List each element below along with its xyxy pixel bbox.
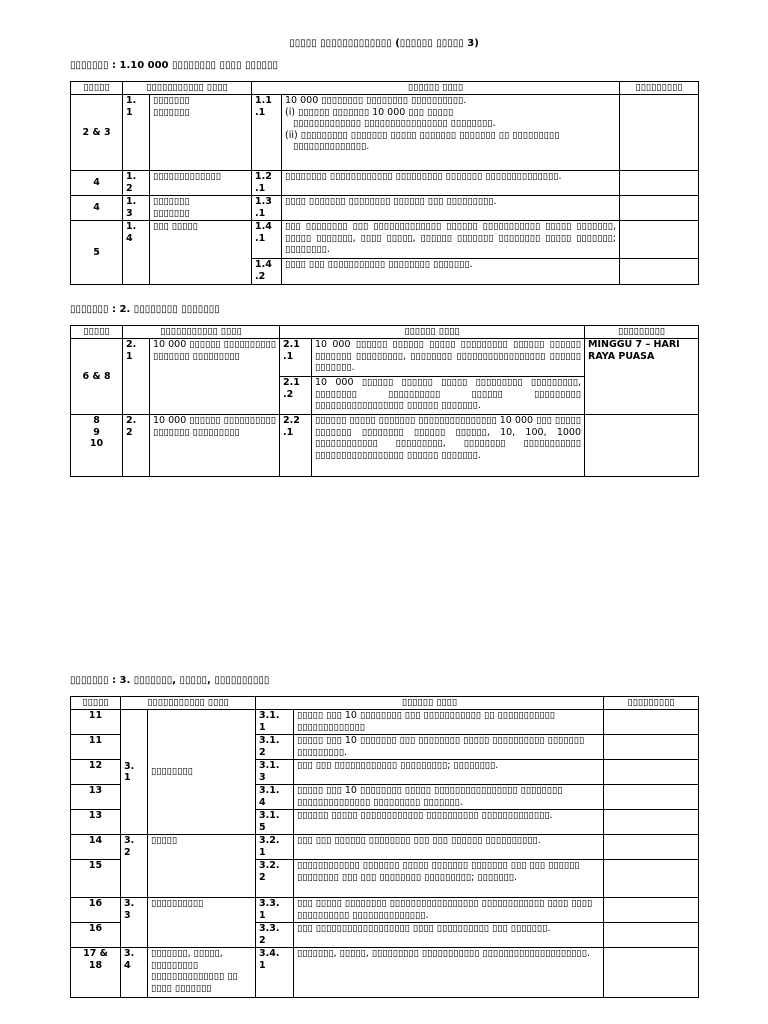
learning-text: ▯▯▯ ▯▯▯ ▯▯▯▯▯▯▯▯▯▯▯▯ ▯▯▯▯▯▯▯▯▯; ▯▯▯▯▯▯▯▯. bbox=[294, 760, 604, 785]
learning-code: 3.1. 4 bbox=[256, 785, 294, 810]
standard-title: ▯▯▯▯▯▯▯▯▯▯ bbox=[148, 898, 256, 948]
learning-code: 2.1 .1 bbox=[280, 339, 312, 377]
table-row bbox=[71, 221, 699, 259]
learning-text: ▯▯▯ ▯▯▯▯▯▯▯▯ ▯▯▯ ▯▯▯▯▯▯▯▯▯▯▯▯▯ ▯▯▯▯▯▯ ▯▯▯▯▯▯▯▯▯▯▯ ▯▯▯▯▯ ▯▯▯▯▯▯▯, ▯▯▯▯▯ ▯▯▯▯▯▯▯, ▯▯▯▯ ▯▯▯▯▯, ▯▯▯▯▯▯ ▯▯▯▯▯▯▯ ▯▯▯▯▯▯▯▯ ▯▯▯▯▯ ▯▯▯▯▯▯▯; ▯▯▯▯▯▯▯▯. bbox=[282, 221, 620, 259]
standard-code: 2. 2 bbox=[123, 415, 150, 477]
notes-cell bbox=[604, 835, 699, 860]
learning-code: 1.1 .1 bbox=[252, 95, 282, 171]
standard-code: 1. 1 bbox=[123, 95, 150, 171]
learning-text: ▯▯▯ ▯▯▯▯▯▯▯▯▯▯▯▯▯▯▯▯▯▯ ▯▯▯▯ ▯▯▯▯▯▯▯▯▯▯ ▯▯▯ ▯▯▯▯▯▯▯. bbox=[294, 923, 604, 948]
table-row bbox=[71, 415, 699, 477]
notes-cell bbox=[620, 259, 699, 285]
learning-code: 3.1. 5 bbox=[256, 810, 294, 835]
standard-title: ▯▯▯▯▯▯▯ ▯▯▯▯▯▯▯ bbox=[150, 196, 252, 221]
learning-text: ▯▯▯▯▯ ▯▯▯ 10 ▯▯▯▯▯▯▯▯ ▯▯▯▯▯ ▯▯▯▯▯▯▯▯▯▯▯▯▯▯▯▯ ▯▯▯▯▯▯▯▯ ▯▯▯▯▯▯▯▯▯▯▯▯▯▯ ▯▯▯▯▯▯▯▯▯ ▯▯▯▯▯▯▯. bbox=[294, 785, 604, 810]
table-header-row bbox=[71, 82, 699, 95]
table-header-row bbox=[71, 326, 699, 339]
week-cell: 13 bbox=[71, 785, 121, 810]
learning-code: 3.4. 1 bbox=[256, 948, 294, 998]
table-unit-2 bbox=[70, 325, 699, 477]
table-row bbox=[71, 339, 699, 377]
standard-title: ▯▯▯▯▯ bbox=[148, 835, 256, 898]
standard-code: 1. 4 bbox=[123, 221, 150, 285]
header-week: ▯▯▯▯▯ bbox=[71, 82, 123, 95]
standard-title: ▯▯▯▯▯▯▯ ▯▯▯▯▯▯▯ bbox=[150, 95, 252, 171]
learning-code: 3.2. 1 bbox=[256, 835, 294, 860]
learning-text: 10 000 ▯▯▯▯▯▯ ▯▯▯▯▯▯ ▯▯▯▯▯ ▯▯▯▯▯▯▯▯▯ ▯▯▯▯▯▯ ▯▯▯▯▯▯ ▯▯▯▯▯▯▯ ▯▯▯▯▯▯▯▯▯, ▯▯▯▯▯▯▯▯ ▯▯▯▯▯▯▯▯▯▯▯▯▯▯▯▯▯ ▯▯▯▯▯▯ ▯▯▯▯▯▯▯. bbox=[312, 339, 585, 377]
learning-code: 1.2 .1 bbox=[252, 171, 282, 196]
standard-code: 1. 3 bbox=[123, 196, 150, 221]
standard-code: 1. 2 bbox=[123, 171, 150, 196]
notes-cell bbox=[620, 95, 699, 171]
header-notes: ▯▯▯▯▯▯▯▯▯ bbox=[620, 82, 699, 95]
notes-cell bbox=[604, 760, 699, 785]
week-cell: 15 bbox=[71, 860, 121, 898]
notes-cell bbox=[604, 923, 699, 948]
header-week: ▯▯▯▯▯ bbox=[71, 326, 123, 339]
week-cell: 12 bbox=[71, 760, 121, 785]
table-unit-3 bbox=[70, 696, 699, 998]
learning-text: ▯▯▯ ▯▯▯▯▯ ▯▯▯▯▯▯▯▯ ▯▯▯▯▯▯▯▯▯▯▯▯▯▯▯▯▯ ▯▯▯▯▯▯▯▯▯▯▯▯ ▯▯▯▯ ▯▯▯▯ ▯▯▯▯▯▯▯▯▯▯ ▯▯▯▯▯▯▯▯▯▯▯▯▯▯. bbox=[294, 898, 604, 923]
learning-line: ▯▯▯▯▯▯▯▯▯▯▯▯▯ ▯▯▯▯▯▯▯▯▯▯▯▯▯▯▯▯ ▯▯▯▯▯▯▯▯. bbox=[293, 118, 496, 129]
learning-text: ▯▯▯▯ ▯▯▯▯▯▯▯ ▯▯▯▯▯▯▯▯ ▯▯▯▯▯▯ ▯▯▯ ▯▯▯▯▯▯▯▯▯. bbox=[282, 196, 620, 221]
learning-text: ▯▯▯▯▯▯▯, ▯▯▯▯▯, ▯▯▯▯▯▯▯▯▯ ▯▯▯▯▯▯▯▯▯▯▯ ▯▯▯▯▯▯▯▯▯▯▯▯▯▯▯▯▯▯▯▯. bbox=[294, 948, 604, 998]
header-learning-standard: ▯▯▯▯▯▯ ▯▯▯▯ bbox=[252, 82, 620, 95]
notes-cell bbox=[604, 710, 699, 735]
week-cell: 2 & 3 bbox=[71, 95, 123, 171]
table-row bbox=[71, 95, 699, 171]
notes-cell bbox=[620, 196, 699, 221]
header-learning-standard: ▯▯▯▯▯▯ ▯▯▯▯ bbox=[280, 326, 585, 339]
table-row bbox=[71, 835, 699, 860]
notes-cell bbox=[604, 948, 699, 998]
learning-line: ▯▯▯▯▯▯▯▯▯▯▯▯▯▯. bbox=[293, 141, 370, 152]
week-cell: 11 bbox=[71, 735, 121, 760]
notes-cell bbox=[620, 221, 699, 259]
learning-text: ▯▯▯▯ ▯▯▯ ▯▯▯▯▯▯▯▯▯▯▯ ▯▯▯▯▯▯▯▯ ▯▯▯▯▯▯▯. bbox=[282, 259, 620, 285]
learning-code: 3.1. 2 bbox=[256, 735, 294, 760]
learning-text: ▯▯▯▯▯ ▯▯▯ 10 ▯▯▯▯▯▯▯▯ ▯▯▯ ▯▯▯▯▯▯▯▯▯▯▯ ▯▯ ▯▯▯▯▯▯▯▯▯▯▯ ▯▯▯▯▯▯▯▯▯▯▯▯▯ bbox=[294, 710, 604, 735]
week-cell: 14 bbox=[71, 835, 121, 860]
standard-title: ▯▯▯▯▯▯▯▯ bbox=[148, 710, 256, 835]
header-content-standard: ▯▯▯▯▯▯▯▯▯▯▯ ▯▯▯▯ bbox=[123, 326, 280, 339]
standard-code: 3. 2 bbox=[121, 835, 148, 898]
table-row bbox=[71, 196, 699, 221]
standard-code: 3. 3 bbox=[121, 898, 148, 948]
week-cell: 5 bbox=[71, 221, 123, 285]
notes-cell bbox=[604, 860, 699, 898]
learning-text: ▯▯▯▯▯▯▯▯ ▯▯▯▯▯▯▯▯▯▯▯▯ ▯▯▯▯▯▯▯▯▯ ▯▯▯▯▯▯▯ ▯▯▯▯▯▯▯▯▯▯▯▯▯▯. bbox=[282, 171, 620, 196]
standard-code: 2. 1 bbox=[123, 339, 150, 415]
notes-cell bbox=[585, 415, 699, 477]
standard-title: 10 000 ▯▯▯▯▯▯ ▯▯▯▯▯▯▯▯▯▯ ▯▯▯▯▯▯▯ ▯▯▯▯▯▯▯▯▯ bbox=[150, 339, 280, 415]
standard-code: 3. 4 bbox=[121, 948, 148, 998]
learning-code: 3.1. 3 bbox=[256, 760, 294, 785]
header-content-standard: ▯▯▯▯▯▯▯▯▯▯▯ ▯▯▯▯ bbox=[121, 697, 256, 710]
learning-line: (i) ▯▯▯▯▯▯ ▯▯▯▯▯▯▯ 10 000 ▯▯▯ ▯▯▯▯▯ bbox=[285, 106, 454, 118]
week-cell: 16 bbox=[71, 923, 121, 948]
table-row bbox=[71, 171, 699, 196]
unit-heading-1: ▯▯▯▯▯▯▯ : 1.10 000 ▯▯▯▯▯▯▯▯ ▯▯▯▯ ▯▯▯▯▯▯ bbox=[70, 60, 279, 71]
learning-code: 3.2. 2 bbox=[256, 860, 294, 898]
notes-cell bbox=[604, 785, 699, 810]
learning-code: 2.1 .2 bbox=[280, 377, 312, 415]
week-cell: 13 bbox=[71, 810, 121, 835]
learning-code: 1.4 .2 bbox=[252, 259, 282, 285]
learning-code: 1.3 .1 bbox=[252, 196, 282, 221]
unit-heading-3: ▯▯▯▯▯▯▯ : 3. ▯▯▯▯▯▯▯, ▯▯▯▯▯, ▯▯▯▯▯▯▯▯▯▯ bbox=[70, 675, 270, 686]
week-cell: 16 bbox=[71, 898, 121, 923]
week-cell: 4 bbox=[71, 196, 123, 221]
week-cell: 8 9 10 bbox=[71, 415, 123, 477]
learning-code: 3.3. 1 bbox=[256, 898, 294, 923]
standard-title: ▯▯▯▯▯▯▯▯▯▯▯▯▯ bbox=[150, 171, 252, 196]
learning-text: ▯▯▯▯▯▯ ▯▯▯▯▯ ▯▯▯▯▯▯▯▯▯▯▯▯ ▯▯▯▯▯▯▯▯▯▯ ▯▯▯▯▯▯▯▯▯▯▯▯▯. bbox=[294, 810, 604, 835]
learning-line: (ii) ▯▯▯▯▯▯▯▯▯ ▯▯▯▯▯▯▯ ▯▯▯▯▯ ▯▯▯▯▯▯▯ ▯▯▯▯▯▯▯ ▯▯ ▯▯▯▯▯▯▯▯▯ bbox=[285, 129, 560, 141]
table-unit-1 bbox=[70, 81, 699, 285]
learning-text: ▯▯▯▯▯ ▯▯▯ 10 ▯▯▯▯▯▯▯ ▯▯▯ ▯▯▯▯▯▯▯▯ ▯▯▯▯▯ ▯▯▯▯▯▯▯▯▯▯ ▯▯▯▯▯▯▯ ▯▯▯▯▯▯▯▯▯. bbox=[294, 735, 604, 760]
header-learning-standard: ▯▯▯▯▯▯ ▯▯▯▯ bbox=[256, 697, 604, 710]
week-cell: 17 & 18 bbox=[71, 948, 121, 998]
table-row bbox=[71, 948, 699, 998]
learning-code: 2.2 .1 bbox=[280, 415, 312, 477]
notes-cell bbox=[604, 898, 699, 923]
page-title: ▯▯▯▯▯ ▯▯▯▯▯▯▯▯▯▯▯▯▯ (▯▯▯▯▯▯ ▯▯▯▯▯ 3) bbox=[289, 38, 479, 49]
learning-line: 10 000 ▯▯▯▯▯▯▯▯ ▯▯▯▯▯▯▯▯ ▯▯▯▯▯▯▯▯▯▯. bbox=[285, 95, 467, 106]
learning-code: 3.1. 1 bbox=[256, 710, 294, 735]
notes-cell bbox=[620, 171, 699, 196]
week-cell: 11 bbox=[71, 710, 121, 735]
header-week: ▯▯▯▯▯ bbox=[71, 697, 121, 710]
learning-text: ▯▯▯▯▯▯▯▯▯▯▯▯ ▯▯▯▯▯▯▯ ▯▯▯▯▯ ▯▯▯▯▯▯▯ ▯▯▯▯▯▯▯ ▯▯▯ ▯▯▯ ▯▯▯▯▯▯ ▯▯▯▯▯▯▯▯ ▯▯▯ ▯▯▯ ▯▯▯▯▯▯▯▯ ▯▯▯▯▯▯▯▯▯; ▯▯▯▯▯▯▯. bbox=[294, 860, 604, 898]
learning-code: 3.3. 2 bbox=[256, 923, 294, 948]
table-header-row bbox=[71, 697, 699, 710]
learning-code: 1.4 .1 bbox=[252, 221, 282, 259]
learning-text: 10 000 ▯▯▯▯▯▯ ▯▯▯▯▯▯ ▯▯▯▯▯ ▯▯▯▯▯▯▯▯▯ ▯▯▯▯▯▯▯▯▯, ▯▯▯▯▯▯▯▯ ▯▯▯▯▯▯▯▯▯▯ ▯▯▯▯▯▯ ▯▯▯▯▯▯▯▯▯ ▯▯▯▯▯▯▯▯▯▯▯▯▯▯▯▯▯ ▯▯▯▯▯▯ ▯▯▯▯▯▯▯. bbox=[312, 377, 585, 415]
table-row bbox=[71, 710, 699, 735]
standard-code: 3. 1 bbox=[121, 710, 148, 835]
standard-title: ▯▯▯ ▯▯▯▯▯ bbox=[150, 221, 252, 285]
table-row bbox=[71, 898, 699, 923]
learning-text bbox=[282, 95, 620, 171]
notes-cell: MINGGU 7 – HARI RAYA PUASA bbox=[585, 339, 699, 415]
learning-text: ▯▯▯▯▯▯ ▯▯▯▯▯ ▯▯▯▯▯▯▯ ▯▯▯▯▯▯▯▯▯▯▯▯▯▯▯ 10 000 ▯▯▯ ▯▯▯▯▯ ▯▯▯▯▯▯▯ ▯▯▯▯▯▯▯▯ ▯▯▯▯▯▯ ▯▯▯▯▯▯, 10, 100, 1000 ▯▯▯▯▯▯▯▯▯▯▯▯ ▯▯▯▯▯▯▯▯▯, ▯▯▯▯▯▯▯▯ ▯▯▯▯▯▯▯▯▯▯▯ ▯▯▯▯▯▯▯▯▯▯▯▯▯▯▯▯▯ ▯▯▯▯▯▯ ▯▯▯▯▯▯▯. bbox=[312, 415, 585, 477]
learning-text: ▯▯▯ ▯▯▯ ▯▯▯▯▯▯ ▯▯▯▯▯▯▯▯ ▯▯▯ ▯▯▯ ▯▯▯▯▯▯ ▯▯▯▯▯▯▯▯▯▯. bbox=[294, 835, 604, 860]
standard-title: 10 000 ▯▯▯▯▯▯ ▯▯▯▯▯▯▯▯▯▯ ▯▯▯▯▯▯▯ ▯▯▯▯▯▯▯▯▯ bbox=[150, 415, 280, 477]
week-cell: 6 & 8 bbox=[71, 339, 123, 415]
header-notes: ▯▯▯▯▯▯▯▯▯ bbox=[604, 697, 699, 710]
header-notes: ▯▯▯▯▯▯▯▯▯ bbox=[585, 326, 699, 339]
notes-cell bbox=[604, 735, 699, 760]
notes-cell bbox=[604, 810, 699, 835]
week-cell: 4 bbox=[71, 171, 123, 196]
standard-title: ▯▯▯▯▯▯▯, ▯▯▯▯▯, ▯▯▯▯▯▯▯▯▯ ▯▯▯▯▯▯▯▯▯▯▯▯▯▯ ▯▯ ▯▯▯▯ ▯▯▯▯▯▯▯ bbox=[148, 948, 256, 998]
header-content-standard: ▯▯▯▯▯▯▯▯▯▯▯ ▯▯▯▯ bbox=[123, 82, 252, 95]
unit-heading-2: ▯▯▯▯▯▯▯ : 2. ▯▯▯▯▯▯▯▯ ▯▯▯▯▯▯▯ bbox=[70, 304, 220, 315]
